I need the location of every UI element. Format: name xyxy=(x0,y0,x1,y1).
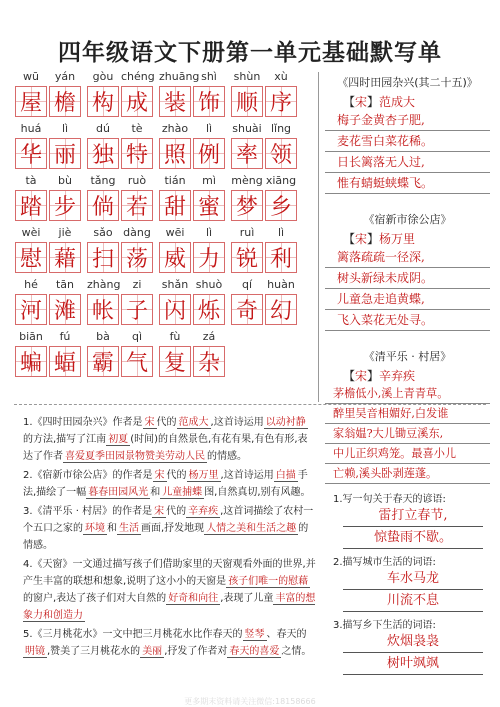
pinyin-label: huàn xyxy=(267,278,295,291)
char-box xyxy=(15,190,47,221)
pinyin-pair xyxy=(159,174,225,190)
pinyin-pair xyxy=(87,226,153,242)
sub-question-2 xyxy=(333,553,493,612)
char-text: 檐 xyxy=(53,91,76,116)
char-box xyxy=(49,242,81,273)
char-box-row xyxy=(15,138,313,171)
char-text: 屋 xyxy=(19,91,42,116)
char-text: 独 xyxy=(91,143,114,168)
pinyin-pair xyxy=(231,226,297,242)
pinyin-label: lì xyxy=(205,226,213,239)
char-text: 若 xyxy=(125,195,148,220)
char-box xyxy=(265,138,297,169)
char-box-row xyxy=(15,190,313,223)
char-text: 梦 xyxy=(235,195,258,220)
word-pair xyxy=(15,346,81,379)
sub-question-3 xyxy=(333,616,493,675)
pinyin-label: zhuāng xyxy=(159,70,200,83)
word-pair xyxy=(15,190,81,223)
pinyin-label: mèng xyxy=(231,174,263,187)
answer-line: 车水马龙 xyxy=(343,568,483,590)
pinyin-row xyxy=(15,70,313,86)
pinyin-label: shì xyxy=(201,70,217,83)
char-box xyxy=(15,294,47,325)
char-box xyxy=(121,86,153,117)
char-box xyxy=(231,190,263,221)
char-box xyxy=(159,294,191,325)
char-box xyxy=(159,242,191,273)
question-2: 2.《宿新市徐公店》的作者是 宋 代的 杨万里 ,这首诗运用 白描 手法,描绘了一幅 暮春田园风光 和 儿童捕蝶 图,自然真切,别有风趣。 xyxy=(23,470,311,498)
char-text: 踏 xyxy=(19,195,42,220)
char-box xyxy=(121,346,153,377)
char-text: 顺 xyxy=(235,91,258,116)
pinyin-pair xyxy=(15,226,81,242)
pinyin-pair xyxy=(231,174,297,190)
char-box xyxy=(265,86,297,117)
pinyin-row xyxy=(15,278,313,294)
poem-line: 篱落疏疏一径深, xyxy=(325,247,490,268)
pinyin-pair xyxy=(159,70,225,86)
word-pair xyxy=(159,138,225,171)
char-text: 乡 xyxy=(269,195,292,220)
char-box xyxy=(121,138,153,169)
char-box xyxy=(87,86,119,117)
footer-watermark: 更多期末资料请关注微信:18158666 xyxy=(184,697,316,706)
char-text: 步 xyxy=(53,195,76,220)
pinyin-pair xyxy=(87,174,153,190)
poem-column xyxy=(325,72,490,501)
char-box xyxy=(121,294,153,325)
pinyin-pair xyxy=(231,70,297,86)
char-text: 率 xyxy=(235,143,258,168)
answer-line: 惊蛰雨不歇。 xyxy=(343,527,483,549)
word-pair xyxy=(159,346,225,379)
pinyin-label: qì xyxy=(131,330,143,343)
word-pair xyxy=(87,294,153,327)
char-box xyxy=(87,138,119,169)
poem-title: 《四时田园杂兴(其二十五)》 xyxy=(337,76,478,89)
char-text: 照 xyxy=(163,143,186,168)
poem-line: 家翁媪?大儿锄豆溪东, xyxy=(325,424,490,444)
word-row xyxy=(15,330,313,379)
char-text: 杂 xyxy=(197,351,220,376)
char-box xyxy=(193,190,225,221)
answer-line: 雷打立春节, xyxy=(343,505,483,527)
char-box xyxy=(231,86,263,117)
pinyin-label: xù xyxy=(274,70,288,83)
char-box xyxy=(49,294,81,325)
poem-line: 茅檐低小,溪上青青草。 xyxy=(325,384,490,404)
char-box xyxy=(193,294,225,325)
pinyin-label: tián xyxy=(164,174,186,187)
pinyin-label: bù xyxy=(58,174,72,187)
pinyin-label: wū xyxy=(23,70,39,83)
word-pair xyxy=(159,190,225,223)
pinyin-label: wēi xyxy=(165,226,185,239)
pinyin-label: gòu xyxy=(92,70,114,83)
pinyin-label: zá xyxy=(202,330,216,343)
char-text: 蜜 xyxy=(197,195,220,220)
char-box xyxy=(49,346,81,377)
poem-title: 《清平乐 · 村居》 xyxy=(363,350,452,363)
pinyin-pair xyxy=(159,278,225,294)
poem-line: 儿童急走追黄蝶, xyxy=(325,289,490,310)
char-text: 闪 xyxy=(163,299,186,324)
poem-line: 亡赖,溪头卧剥莲蓬。 xyxy=(325,464,490,484)
char-box-row xyxy=(15,242,313,275)
char-text: 华 xyxy=(19,143,42,168)
char-text: 幻 xyxy=(269,299,292,324)
char-text: 河 xyxy=(19,299,42,324)
pinyin-label: biān xyxy=(19,330,43,343)
char-text: 荡 xyxy=(125,247,148,272)
char-box xyxy=(15,242,47,273)
poem-line: 麦花雪白菜花稀。 xyxy=(325,131,490,152)
char-box xyxy=(87,242,119,273)
pinyin-pair xyxy=(15,70,81,86)
pinyin-label: chéng xyxy=(121,70,155,83)
word-pair xyxy=(87,242,153,275)
char-box xyxy=(15,346,47,377)
word-row xyxy=(15,174,313,223)
word-pair xyxy=(159,86,225,119)
word-row xyxy=(15,278,313,327)
char-box xyxy=(121,190,153,221)
poem-1 xyxy=(325,74,490,194)
question-1: 1.《四时田园杂兴》作者是 宋 代的 范成大 ,这首诗运用 以动衬静的方法,描写了江南 初夏 (时间)的自然景色,有花有果,有色有形,表达了作者 喜爱夏季田园景物赞美劳动人民 的情感。 xyxy=(23,417,308,462)
pinyin-label: tān xyxy=(55,278,75,291)
char-box xyxy=(265,294,297,325)
answer-line: 树叶飒飒 xyxy=(343,653,483,675)
pinyin-label: tà xyxy=(25,174,37,187)
short-answer-questions xyxy=(333,486,493,675)
pinyin-label: shuò xyxy=(195,278,223,291)
char-text: 藉 xyxy=(53,247,76,272)
char-text: 甜 xyxy=(163,195,186,220)
char-box-row xyxy=(15,86,313,119)
char-box xyxy=(159,86,191,117)
char-box xyxy=(159,138,191,169)
char-box xyxy=(49,138,81,169)
pinyin-label: dú xyxy=(96,122,110,135)
pinyin-pair xyxy=(159,226,225,242)
pinyin-pair xyxy=(159,122,225,138)
pinyin-row xyxy=(15,174,313,190)
char-text: 装 xyxy=(163,91,186,116)
char-box xyxy=(87,190,119,221)
pinyin-label: ruò xyxy=(127,174,147,187)
pinyin-label: lǐng xyxy=(270,122,292,135)
poem-line: 飞入菜花无处寻。 xyxy=(325,310,490,331)
pinyin-label: yán xyxy=(54,70,76,83)
pinyin-label: fù xyxy=(169,330,181,343)
poem-line: 醉里吴音相媚好,白发谁 xyxy=(325,404,490,424)
sub-question-label: 2.描写城市生活的词语: xyxy=(333,557,436,568)
poem-line: 中儿正织鸡笼。最喜小儿 xyxy=(325,444,490,464)
question-3: 3.《清平乐 · 村居》的作者是 宋 代的 辛弃疾 ,这首词描绘了农村一个五口之家的 环境 和 生活 画面,抒发地现 人情之美和生活之趣 的情感。 xyxy=(23,506,314,551)
char-box xyxy=(231,138,263,169)
char-box xyxy=(193,86,225,117)
char-box xyxy=(193,242,225,273)
poem-author: 【宋】杨万里 xyxy=(343,232,416,246)
char-box xyxy=(231,294,263,325)
word-pair xyxy=(231,190,297,223)
vertical-divider xyxy=(318,72,319,402)
sub-question-1 xyxy=(333,490,493,549)
word-pair xyxy=(87,190,153,223)
answer-line: 川流不息 xyxy=(343,590,483,612)
pinyin-label: tǎng xyxy=(90,174,116,187)
char-text: 慰 xyxy=(19,247,42,272)
page-title: 四年级语文下册第一单元基础默写单 xyxy=(58,40,442,66)
pinyin-row xyxy=(15,330,313,346)
pinyin-pair xyxy=(87,70,153,86)
poem-title: 《宿新市徐公店》 xyxy=(363,213,452,226)
word-pair xyxy=(15,138,81,171)
char-text: 丽 xyxy=(53,143,76,168)
pinyin-label: zhàng xyxy=(87,278,121,291)
char-text: 倘 xyxy=(91,195,114,220)
char-text: 成 xyxy=(125,91,148,116)
pinyin-label: ruì xyxy=(239,226,255,239)
word-grid xyxy=(15,70,313,382)
pinyin-pair xyxy=(231,278,297,294)
char-text: 领 xyxy=(269,143,292,168)
char-box xyxy=(49,86,81,117)
word-row xyxy=(15,70,313,119)
pinyin-pair xyxy=(231,122,297,138)
pinyin-label: lì xyxy=(277,226,285,239)
char-box xyxy=(159,190,191,221)
char-text: 帐 xyxy=(91,299,114,324)
char-box xyxy=(193,138,225,169)
char-box xyxy=(87,294,119,325)
pinyin-label: jiè xyxy=(58,226,72,239)
char-text: 利 xyxy=(269,247,292,272)
char-box xyxy=(265,190,297,221)
char-text: 威 xyxy=(163,247,186,272)
pinyin-label: fú xyxy=(59,330,71,343)
char-box xyxy=(49,190,81,221)
char-text: 霸 xyxy=(91,351,114,376)
poem-author: 【宋】辛弃疾 xyxy=(343,369,416,383)
char-box xyxy=(15,138,47,169)
pinyin-label: mì xyxy=(202,174,216,187)
pinyin-pair xyxy=(15,174,81,190)
pinyin-label: huá xyxy=(20,122,42,135)
char-text: 蝙 xyxy=(19,351,42,376)
pinyin-row xyxy=(15,226,313,242)
pinyin-label: wèi xyxy=(21,226,41,239)
pinyin-pair xyxy=(87,122,153,138)
pinyin-label: bà xyxy=(96,330,110,343)
word-pair xyxy=(87,86,153,119)
pinyin-label: xiāng xyxy=(265,174,297,187)
char-text: 滩 xyxy=(53,299,76,324)
char-text: 饰 xyxy=(197,91,220,116)
char-text: 烁 xyxy=(197,299,220,324)
poem-author: 【宋】范成大 xyxy=(343,95,416,109)
char-text: 子 xyxy=(125,299,148,324)
pinyin-pair xyxy=(15,330,81,346)
word-pair xyxy=(159,294,225,327)
word-pair xyxy=(87,138,153,171)
word-pair xyxy=(231,294,297,327)
poem-line: 惟有蜻蜓蛱蝶飞。 xyxy=(325,173,490,194)
word-pair xyxy=(231,138,297,171)
pinyin-label: shuài xyxy=(232,122,262,135)
poem-line: 日长篱落无人过, xyxy=(325,152,490,173)
pinyin-pair xyxy=(87,330,153,346)
char-text: 序 xyxy=(269,91,292,116)
char-text: 锐 xyxy=(235,247,258,272)
word-pair xyxy=(15,242,81,275)
char-box-row xyxy=(15,346,313,379)
char-text: 构 xyxy=(91,91,114,116)
pinyin-pair xyxy=(15,122,81,138)
question-4: 4.《天窗》一文通过描写孩子们借助家里的天窗观看外面的世界,并产生丰富的联想和想象,说明了这小小的天窗是 孩子们唯一的慰藉的窗户,表达了孩子们对大自然的 好奇和向往 ,表现了儿童 丰富的想象力和创造力 xyxy=(23,559,316,621)
pinyin-pair xyxy=(15,278,81,294)
char-text: 蝠 xyxy=(53,351,76,376)
word-pair xyxy=(159,242,225,275)
char-box xyxy=(231,242,263,273)
word-row xyxy=(15,122,313,171)
pinyin-label: zhào xyxy=(161,122,189,135)
word-pair xyxy=(15,294,81,327)
sub-question-label: 3.描写乡下生活的词语: xyxy=(333,620,436,631)
pinyin-label: tè xyxy=(131,122,143,135)
char-box xyxy=(15,86,47,117)
pinyin-pair xyxy=(87,278,153,294)
char-text: 气 xyxy=(125,351,148,376)
char-box xyxy=(265,242,297,273)
pinyin-label: shǎn xyxy=(161,278,189,291)
word-pair xyxy=(87,346,153,379)
pinyin-label: shùn xyxy=(233,70,261,83)
char-box xyxy=(193,346,225,377)
char-text: 例 xyxy=(197,143,220,168)
pinyin-label: hé xyxy=(24,278,38,291)
sub-question-label: 1.写一句关于春天的谚语: xyxy=(333,494,446,505)
horizontal-divider xyxy=(14,404,486,405)
poem-2 xyxy=(325,211,490,331)
char-box xyxy=(87,346,119,377)
char-text: 复 xyxy=(163,351,186,376)
char-text: 特 xyxy=(125,143,148,168)
pinyin-label: lì xyxy=(61,122,69,135)
pinyin-pair xyxy=(159,330,225,346)
fill-in-questions xyxy=(23,414,316,662)
pinyin-label: lì xyxy=(205,122,213,135)
pinyin-label: zi xyxy=(132,278,142,291)
char-box-row xyxy=(15,294,313,327)
char-box xyxy=(159,346,191,377)
word-pair xyxy=(15,86,81,119)
char-text: 扫 xyxy=(91,247,114,272)
char-text: 力 xyxy=(197,247,220,272)
char-box xyxy=(121,242,153,273)
pinyin-label: qí xyxy=(241,278,253,291)
poem-line: 树头新绿未成阴。 xyxy=(325,268,490,289)
word-row xyxy=(15,226,313,275)
answer-line: 炊烟袅袅 xyxy=(343,631,483,653)
pinyin-label: dàng xyxy=(123,226,151,239)
poem-line: 梅子金黄杏子肥, xyxy=(325,110,490,131)
poem-3 xyxy=(325,348,490,484)
word-pair xyxy=(231,86,297,119)
pinyin-row xyxy=(15,122,313,138)
question-5: 5.《三月桃花水》一文中把三月桃花水比作春天的 竖琴 、春天的明镜 ,赞美了三月桃花水的 美丽 ,抒发了作者对 春天的喜爱 之情。 xyxy=(23,629,312,657)
word-pair xyxy=(231,242,297,275)
pinyin-label: sǎo xyxy=(93,226,113,239)
char-text: 奇 xyxy=(235,299,258,324)
